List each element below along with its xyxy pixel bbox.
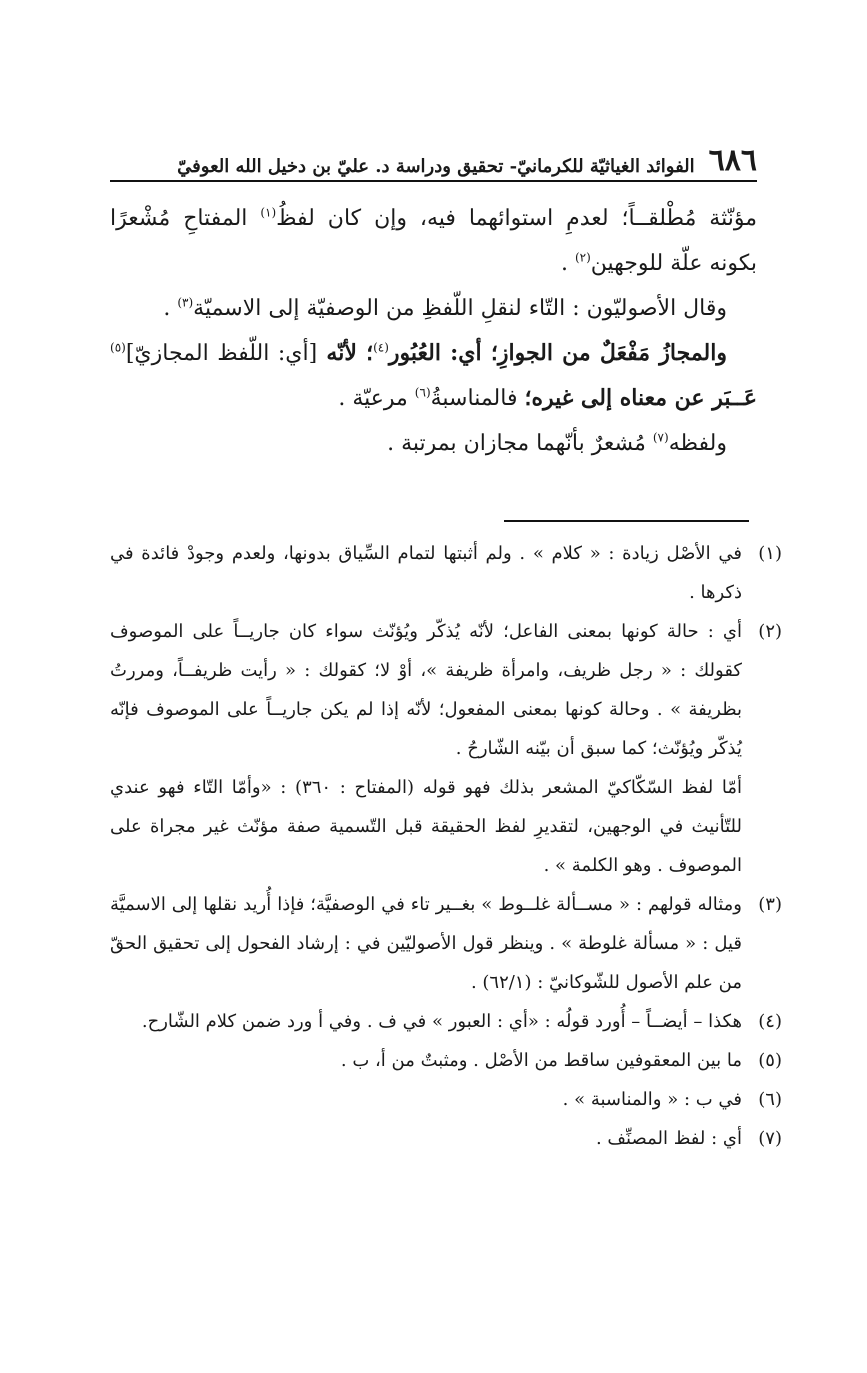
footnote-text: في الأصْل زيادة : « كلام » . ولم أثبتها لتمام السِّياق بدونها، ولعدم وجودْ فائدة في ذكرها . <box>110 543 742 603</box>
footnote-text: في ب : « والمناسبة » . <box>562 1089 742 1110</box>
text-run: مرعيّة . <box>338 386 415 411</box>
text-run: مؤنّثة مُطْلقــاً؛ لعدمِ استوائهما فيه، وإن كان لفظُ <box>276 206 758 231</box>
footnote-number: (٧) <box>758 1128 782 1149</box>
footnote-5 <box>110 1041 782 1080</box>
footnote-ref-5[interactable]: (٥) <box>110 340 126 355</box>
bracketed-insertion: [أي: اللّفظ المجازيّ] <box>125 341 318 366</box>
paragraph-4 <box>110 421 757 466</box>
footnote-text: أي : حالة كونها بمعنى الفاعل؛ لأنّه يُذكّر ويُؤنّث سواء كان جاريــاً على الموصوف كقولك : « رجل ظريف، وامرأة ظريفة »، أوْ لا؛ كقولك : « رأيت ظريفــاً، ومررتُ بظريفة » . وحالة كونها بمعنى المفعول؛ لأنّه إذا لم يكن جاريــاً على الموصوف فإنّه يُذكّر ويُؤنّث؛ كما سبق أن بيّنه الشّارحُ . <box>110 621 743 759</box>
text-run: فالمناسبةُ <box>430 386 525 411</box>
text-run: . <box>163 296 178 321</box>
footnote-7 <box>110 1119 782 1158</box>
footnote-number: (٥) <box>758 1050 782 1071</box>
page-number: ٦٨٦ <box>708 143 757 178</box>
footnote-ref-6[interactable]: (٦) <box>414 385 431 400</box>
footnote-text: ومثاله قولهم : « مســألة غلــوط » بغــير تاء في الوصفيَّة؛ فإذا أُريد نقلها إلى الاسميَّة قيل : « مسألة غلوطة » . وينظر قول الأصوليّين في : إرشاد الفحول إلى تحقيق الحقّ من علم الأصول للشّوكانيّ : (٦٢/١) . <box>110 894 742 993</box>
text-run: . <box>560 251 575 276</box>
footnote-number: (٢) <box>758 621 783 642</box>
footnote-text: أي : لفظ المصنِّف . <box>595 1128 742 1149</box>
main-text <box>110 196 757 466</box>
footnote-text: هكذا – أيضــاً – أُورد قولُه : «أي : العبور » في ف . وفي أ ورد ضمن كلام الشّارح. <box>141 1011 742 1032</box>
footnote-ref-7[interactable]: (٧) <box>652 430 669 445</box>
footnote-number: (٦) <box>758 1089 782 1110</box>
paragraph-3 <box>110 331 757 421</box>
paragraph-2 <box>110 286 757 331</box>
text-run: المفتاحِ مُشْعرًا بكونه علّة للوجهين <box>110 206 757 276</box>
footnote-4 <box>110 1002 782 1041</box>
footnote-3 <box>110 885 782 1002</box>
footnotes <box>110 534 782 1158</box>
footnote-ref-4[interactable]: (٤) <box>373 340 389 355</box>
matn-text: والمجازُ مَفْعَلٌ من الجوازِ؛ أي: العُبُور <box>388 340 727 366</box>
footnote-number: (٣) <box>758 894 782 915</box>
header-title: الفوائد الغياثيّة للكرمانيّ- تحقيق ودراسة د. عليّ بن دخيل الله العوفيّ <box>177 156 695 177</box>
text-run: ولفظه <box>668 431 727 456</box>
footnote-2-continuation: أمّا لفظ السّكّاكيّ المشعر بذلك فهو قوله (المفتاح : ٣٦٠) : «وأمّا التّاء فهو عندي للتّأنيث في الوجهين، لتقديرِ لفظ الحقيقة قبل التّسمية صفة مؤنّث غير مجراة على الموصوف . وهو الكلمة » . <box>110 777 742 876</box>
footnote-ref-3[interactable]: (٣) <box>177 295 194 310</box>
matn-text: عَــبَر عن معناه إلى غيره؛ <box>524 385 757 411</box>
text-run: مُشعرٌ بأنّهما مجازان بمرتبة . <box>387 431 653 456</box>
text-run: وقال الأصوليّون : التّاء لنقلِ اللّفظِ من الوصفيّة إلى الاسميّة <box>193 296 727 321</box>
paragraph-1 <box>110 196 757 286</box>
footnote-ref-1[interactable]: (١) <box>260 205 277 220</box>
footnote-number: (١) <box>758 543 782 564</box>
footnote-1 <box>110 534 782 612</box>
running-header <box>110 140 757 182</box>
footnote-text: ما بين المعقوفين ساقط من الأصْل . ومثبتٌ من أ، ب . <box>340 1050 742 1071</box>
footnote-6 <box>110 1080 782 1119</box>
matn-text: ؛ لأنّه <box>317 340 374 366</box>
footnote-separator <box>504 520 749 522</box>
footnote-ref-2[interactable]: (٢) <box>574 250 591 265</box>
footnote-2 <box>110 612 782 768</box>
footnote-number: (٤) <box>758 1011 782 1032</box>
